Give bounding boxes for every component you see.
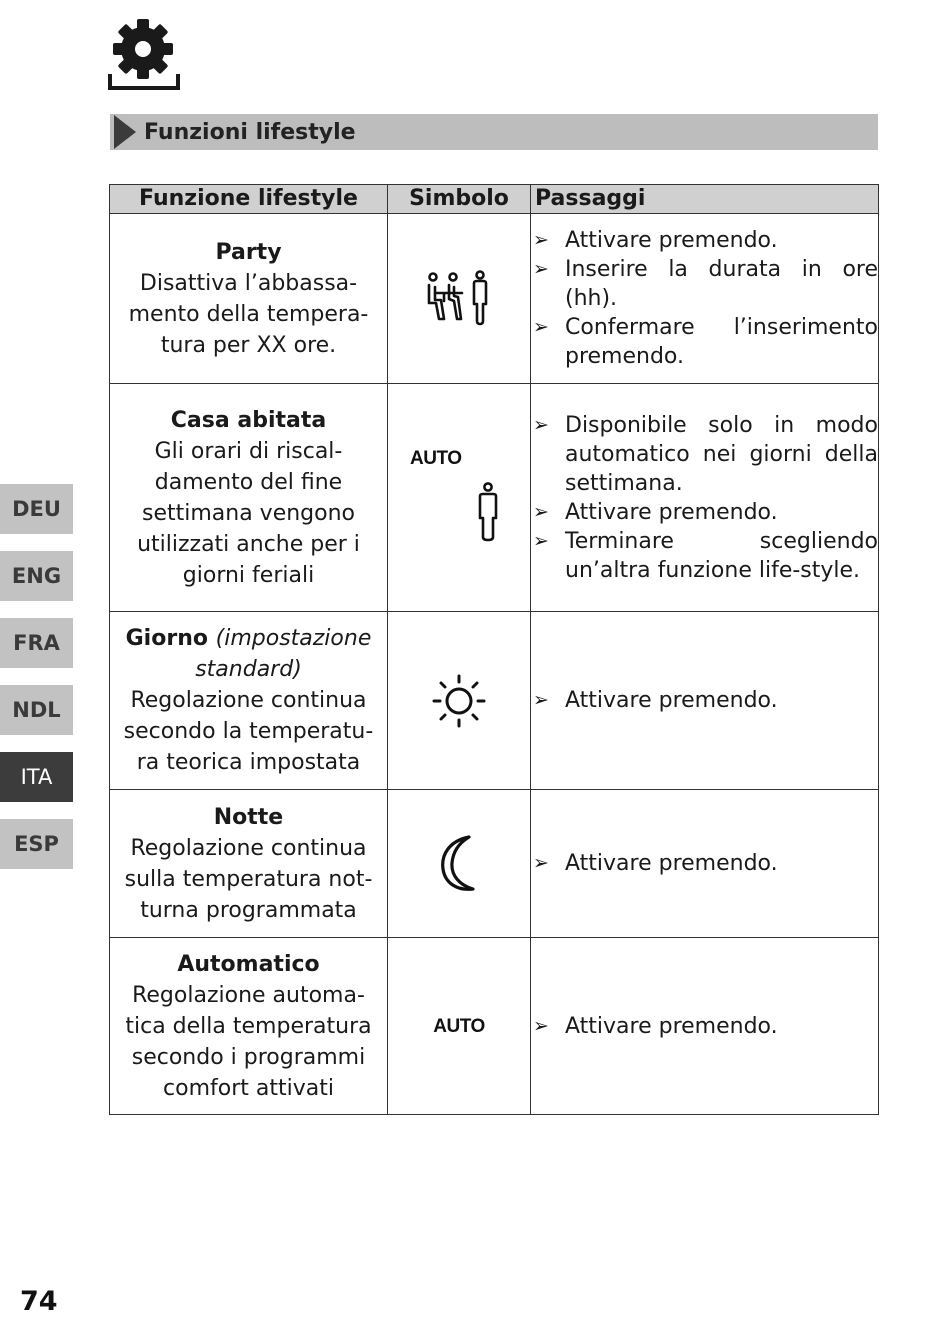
auto-icon: AUTO [433,1016,485,1037]
steps-list [531,226,878,371]
language-tab-fra[interactable]: FRA [0,618,73,668]
steps-cell [531,612,879,790]
function-name [110,623,387,685]
function-name: Notte [213,804,284,830]
language-tab-eng[interactable]: ENG [0,551,73,601]
party-people-icon [424,269,494,329]
function-cell [110,612,388,790]
function-description-line: comfort attivati [163,1075,334,1101]
function-name-bold: Giorno [125,626,208,651]
column-header-symbol: Simbolo [388,185,531,214]
function-description-line: Regolazione continua [130,835,367,861]
function-cell [110,384,388,612]
table-row [110,384,879,612]
lifestyle-functions-table [109,184,879,1115]
table-header-row [110,185,879,214]
step-item: ➢ Attivare premendo. [531,498,878,527]
table-row [110,612,879,790]
function-description-line: tura per XX ore. [160,332,337,358]
steps-cell [531,214,879,384]
function-description-line: damento del fine [154,469,343,495]
function-name-italic: (impostazione standard) [195,626,372,682]
auto-person-icon [388,423,531,573]
function-description-line: Regolazione automa- [132,982,365,1008]
language-tab-ndl[interactable]: NDL [0,685,73,735]
table-row [110,214,879,384]
steps-cell [531,384,879,612]
language-tab-esp[interactable]: ESP [0,819,73,869]
function-description-line: secondo la temperatu- [123,719,374,744]
language-tab-deu[interactable]: DEU [0,484,73,534]
triangle-marker-icon [114,115,136,149]
function-description-line: ra teorica impostata [136,750,361,775]
page-number: 74 [20,1286,58,1317]
steps-cell [531,938,879,1115]
function-description-line: turna programmata [140,897,357,923]
function-description-line: Regolazione continua [130,688,367,713]
step-item: ➢ Disponibile solo in modo automatico nei giorni della settimana. [531,411,878,498]
sun-icon [431,673,487,729]
function-description-line: sulla temperatura not- [124,866,373,892]
function-name: Automatico [177,951,320,977]
gear-icon [108,16,180,92]
step-item: ➢ Terminare scegliendo un’altra funzione life-style. [531,527,878,585]
section-header [110,114,878,150]
function-description-line: secondo i programmi [131,1044,366,1070]
table-row [110,790,879,938]
step-item: ➢ Attivare premendo. [531,686,878,715]
step-item: ➢ Confermare l’inserimento premendo. [531,313,878,371]
function-description-line: tica della temperatura [125,1013,372,1039]
symbol-cell [388,384,531,612]
step-item: ➢ Attivare premendo. [531,849,878,878]
symbol-cell [388,790,531,938]
column-header-function: Funzione lifestyle [110,185,388,214]
steps-list [531,1012,878,1041]
function-description-line: settimana vengono [141,500,356,526]
auto-label: AUTO [410,447,462,469]
function-description-line: mento della tempera- [128,301,369,327]
column-header-steps: Passaggi [531,185,879,214]
function-description-line: Disattiva l’abbassa- [139,270,358,296]
symbol-cell [388,214,531,384]
steps-list [531,686,878,715]
section-title: Funzioni lifestyle [144,119,356,145]
symbol-cell [388,612,531,790]
table-row [110,938,879,1115]
function-cell [110,938,388,1115]
step-item: ➢ Attivare premendo. [531,1012,878,1041]
step-item: ➢ Inserire la durata in ore (hh). [531,255,878,313]
moon-icon [435,833,483,895]
language-tab-ita[interactable]: ITA [0,752,73,802]
function-cell [110,214,388,384]
function-description-line: giorni feriali [182,562,315,588]
step-item: ➢ Attivare premendo. [531,226,878,255]
function-name: Party [215,239,282,265]
function-cell [110,790,388,938]
function-description-line: utilizzati anche per i [137,531,360,557]
steps-list [531,411,878,585]
function-description-line: Gli orari di riscal- [154,438,343,464]
person-icon [476,481,500,543]
function-name: Casa abitata [170,407,327,433]
steps-cell [531,790,879,938]
symbol-cell [388,938,531,1115]
steps-list [531,849,878,878]
